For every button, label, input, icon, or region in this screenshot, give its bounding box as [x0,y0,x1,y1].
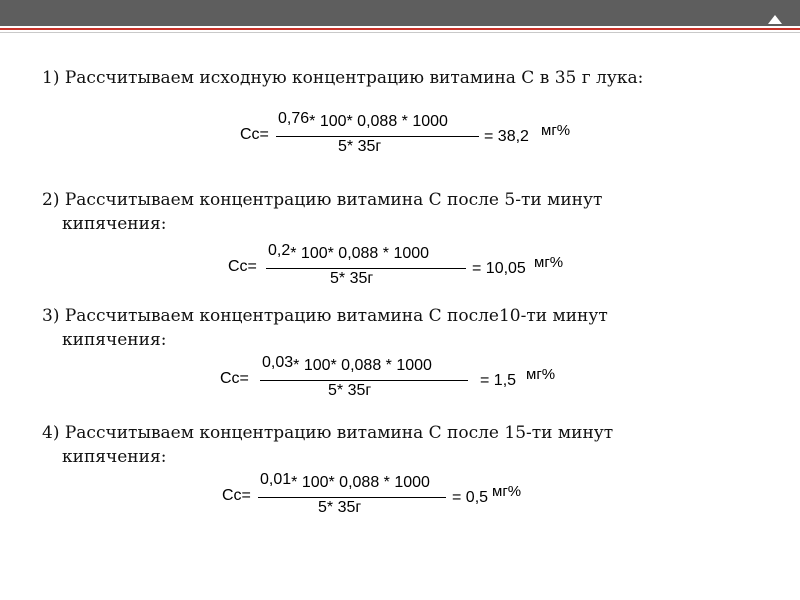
formula-4-numerator [260,471,430,492]
formula-1-lhs: Сс= [240,126,269,143]
formula-1-rest: * 100* 0,088 * 1000 [309,113,448,130]
formula-2-result: = 10,05 [472,260,526,277]
formula-4-first-factor: 0,01 [260,471,292,488]
formula-3-first-factor: 0,03 [262,354,294,371]
step-2-line: 2) Рассчитываем концентрацию витамина С после 5-ти минут [42,190,603,210]
formula-1-result: = 38,2 [484,128,529,145]
step-1-text [42,66,762,90]
formula-2-denominator: 5* 35г [330,270,374,287]
step-3-line: 3) Рассчитываем концентрацию витамина С после10-ти минут [42,306,608,326]
formula-4-lhs: Сс= [222,487,251,504]
formula-4-result: = 0,5 [452,489,489,506]
step-4-text [42,421,762,469]
formula-2-lhs: Сс= [228,258,257,275]
formula-4-rest: * 100* 0,088 * 1000 [291,474,430,491]
step-3-text [42,304,762,352]
step-2-line-cont: кипячения: [62,214,167,234]
step-2-text [42,188,762,236]
formula-4-denominator: 5* 35г [318,499,362,516]
formula-1-numerator [278,110,448,131]
slide-corner-decoration [768,15,782,24]
step-4-line: 4) Рассчитываем концентрацию витамина С после 15-ти минут [42,423,614,443]
formula-2-rest: * 100* 0,088 * 1000 [290,245,430,262]
formula-3-numerator [262,354,432,375]
formula-3-unit: мг% [526,366,556,383]
slide-divider-line [0,32,800,33]
formula-1-denominator: 5* 35г [338,138,382,155]
formula-3-result: = 1,5 [480,372,517,389]
step-1-line: 1) Рассчитываем исходную концентрацию витамина С в 35 г лука: [42,68,644,88]
step-3-line-cont: кипячения: [62,330,167,350]
formula-1-unit: мг% [541,122,571,139]
formula-2-first-factor: 0,2 [268,242,291,259]
slide-top-bar [0,0,800,26]
formula-1-first-factor: 0,76 [278,110,310,127]
formula-2-numerator [268,242,430,263]
formula-3-lhs: Сс= [220,370,249,387]
slide-accent-line [0,28,800,30]
formula-2-unit: мг% [534,254,564,271]
formula-4-unit: мг% [492,483,522,500]
formula-3-rest: * 100* 0,088 * 1000 [293,357,432,374]
step-4-line-cont: кипячения: [62,447,167,467]
formula-3-denominator: 5* 35г [328,382,372,399]
